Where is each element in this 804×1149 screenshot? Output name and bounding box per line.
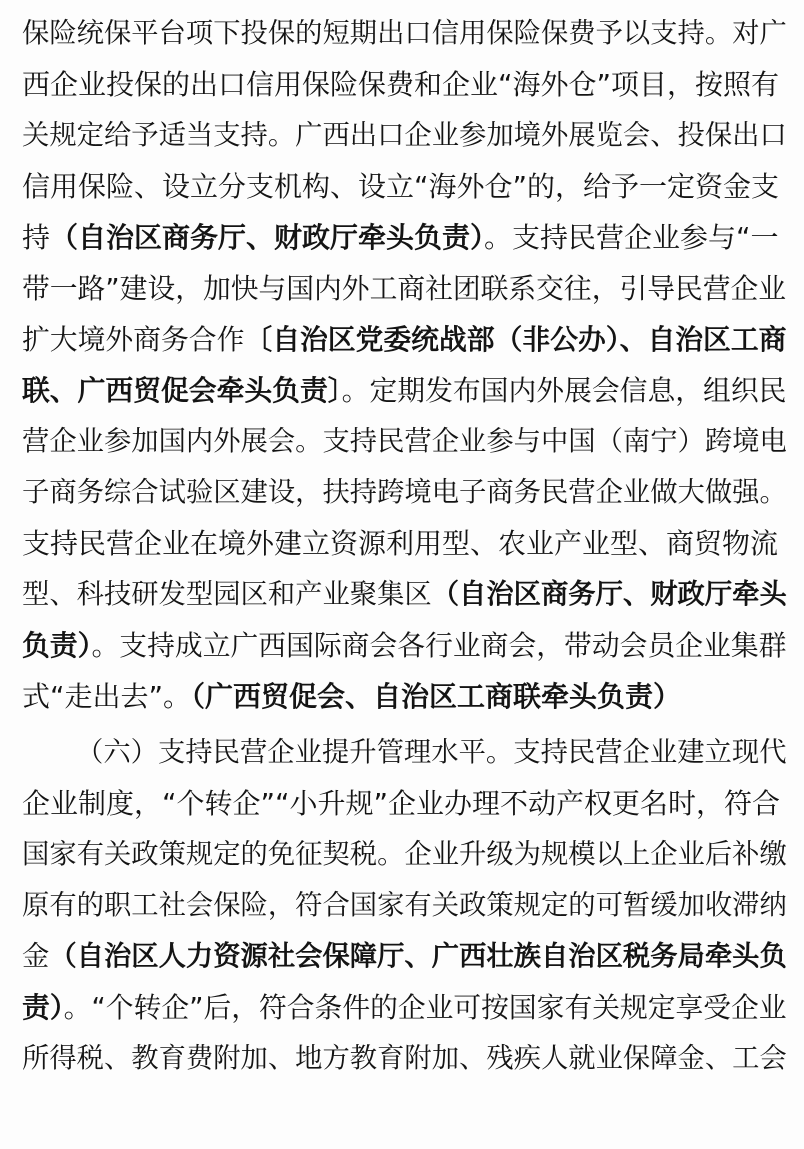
text-line	[22, 14, 787, 54]
text-line	[22, 1039, 787, 1079]
body-text: （六）支持民营企业提升管理水平。	[76, 737, 514, 768]
responsible-dept-text: （自治区商务厅、财政厅牵头负责）	[50, 221, 485, 254]
body-text: 。支持民营企业参与“一	[484, 221, 779, 254]
body-text: 关规定给予适当支持。广西出口企业参加境外展览会、投保出口	[22, 120, 787, 151]
responsible-dept-text: （广西贸促会、自治区工商联牵头负责）	[191, 680, 682, 713]
responsible-dept-text: 负责）	[22, 629, 92, 662]
responsible-dept-text: （自治区人力资源社会保障厅、广西壮族自治区税务局牵头负	[49, 941, 787, 972]
text-line	[22, 988, 787, 1028]
responsible-dept-text: （自治区商务厅、财政厅牵头	[431, 579, 787, 610]
text-line	[22, 937, 787, 977]
body-text: 支持民营企业在境外建立资源利用型、农业产业型、商贸物流	[22, 527, 779, 560]
body-text: 带一路”建设，加快与国内外工商社团联系交往，引导民营企业	[22, 272, 787, 305]
text-line	[22, 524, 787, 564]
text-line	[22, 218, 787, 258]
body-text: 信用保险、设立分支机构、设立“海外仓”的，给予一定资金支	[22, 170, 780, 203]
body-text: 企业制度，“个转企”“小升规”企业办理不动产权更名时，符合	[22, 787, 781, 820]
body-text: 保险统保平台项下投保的短期出口信用保险保费予以支持。对广	[22, 18, 787, 49]
text-line	[22, 65, 787, 105]
body-text: 支持民营企业建立现代	[513, 737, 787, 768]
text-line	[22, 269, 787, 309]
body-text: 原有的职工社会保险，符合国家有关政策规定的可暂缓加收滞纳	[22, 890, 787, 921]
text-line	[22, 116, 787, 156]
responsible-dept-text: 联、广西贸促会牵头负责〕	[22, 374, 342, 407]
text-line	[22, 422, 787, 462]
text-line	[22, 371, 787, 411]
text-line	[22, 677, 787, 717]
body-text: 扩大境外商务合作	[22, 323, 245, 356]
body-text: 。“个转企”后，符合条件的企业可按国家有关规定享受企业	[63, 991, 787, 1024]
text-line	[22, 575, 787, 615]
body-text: 子商务综合试验区建设，扶持跨境电子商务民营企业做大做强。	[22, 477, 787, 508]
body-text: 西企业投保的出口信用保险保费和企业“海外仓”项目，按照有	[22, 68, 780, 101]
text-line	[22, 473, 787, 513]
body-text: 式“走出去”。	[22, 680, 192, 713]
text-line	[22, 320, 787, 360]
body-text: 。支持成立广西国际商会各行业商会，带动会员企业集群	[91, 629, 787, 662]
section-heading-line	[76, 733, 787, 773]
body-text: 型、科技研发型园区和产业聚集区	[22, 579, 432, 610]
body-text: 国家有关政策规定的免征契税。企业升级为规模以上企业后补缴	[22, 839, 787, 870]
text-line	[22, 835, 787, 875]
responsible-dept-text: 责）	[22, 991, 64, 1024]
responsible-dept-text: 〔自治区党委统战部（非公办）、自治区工商	[244, 323, 787, 356]
body-text: 所得税、教育费附加、地方教育附加、残疾人就业保障金、工会	[22, 1043, 787, 1074]
body-text: 持	[22, 221, 51, 254]
text-line	[22, 626, 787, 666]
body-text: 金	[22, 941, 50, 972]
text-line	[22, 167, 787, 207]
body-text: 营企业参加国内外展会。支持民营企业参与中国（南宁）跨境电	[22, 426, 787, 457]
text-line	[22, 784, 787, 824]
text-line	[22, 886, 787, 926]
body-text: 。定期发布国内外展会信息，组织民	[341, 374, 787, 407]
